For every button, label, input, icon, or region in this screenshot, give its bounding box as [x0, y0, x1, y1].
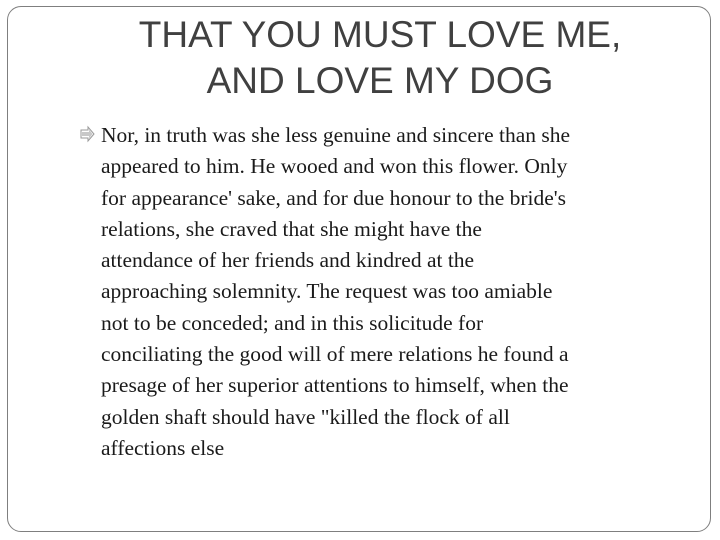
title-line-1: THAT YOU MUST LOVE ME,: [138, 14, 622, 55]
paragraph-line: golden shaft should have "killed the flock of all: [101, 404, 510, 429]
paragraph-line: for appearance' sake, and for due honour to the bride's: [101, 185, 567, 210]
paragraph-line: conciliating the good will of mere relations he found a: [101, 342, 569, 367]
paragraph-line: Nor, in truth was she less genuine and sincere than she: [101, 123, 571, 147]
paragraph-line: affections else: [101, 435, 225, 460]
paragraph-line: presage of her superior attentions to himself, when the: [101, 373, 569, 398]
paragraph-line: not to be conceded; and in this solicitude for: [101, 310, 484, 335]
slide-title: [60, 12, 700, 104]
bullet-paragraph: [101, 120, 681, 464]
paragraph-line: attendance of her friends and kindred at the: [101, 248, 475, 273]
paragraph-line: relations, she craved that she might have the: [101, 216, 482, 241]
paragraph-line: approaching solemnity. The request was too amiable: [101, 279, 553, 304]
title-line-2: AND LOVE MY DOG: [206, 60, 554, 101]
arrow-bullet-icon: [78, 125, 96, 143]
paragraph-line: appeared to him. He wooed and won this flower. Only: [101, 154, 568, 179]
